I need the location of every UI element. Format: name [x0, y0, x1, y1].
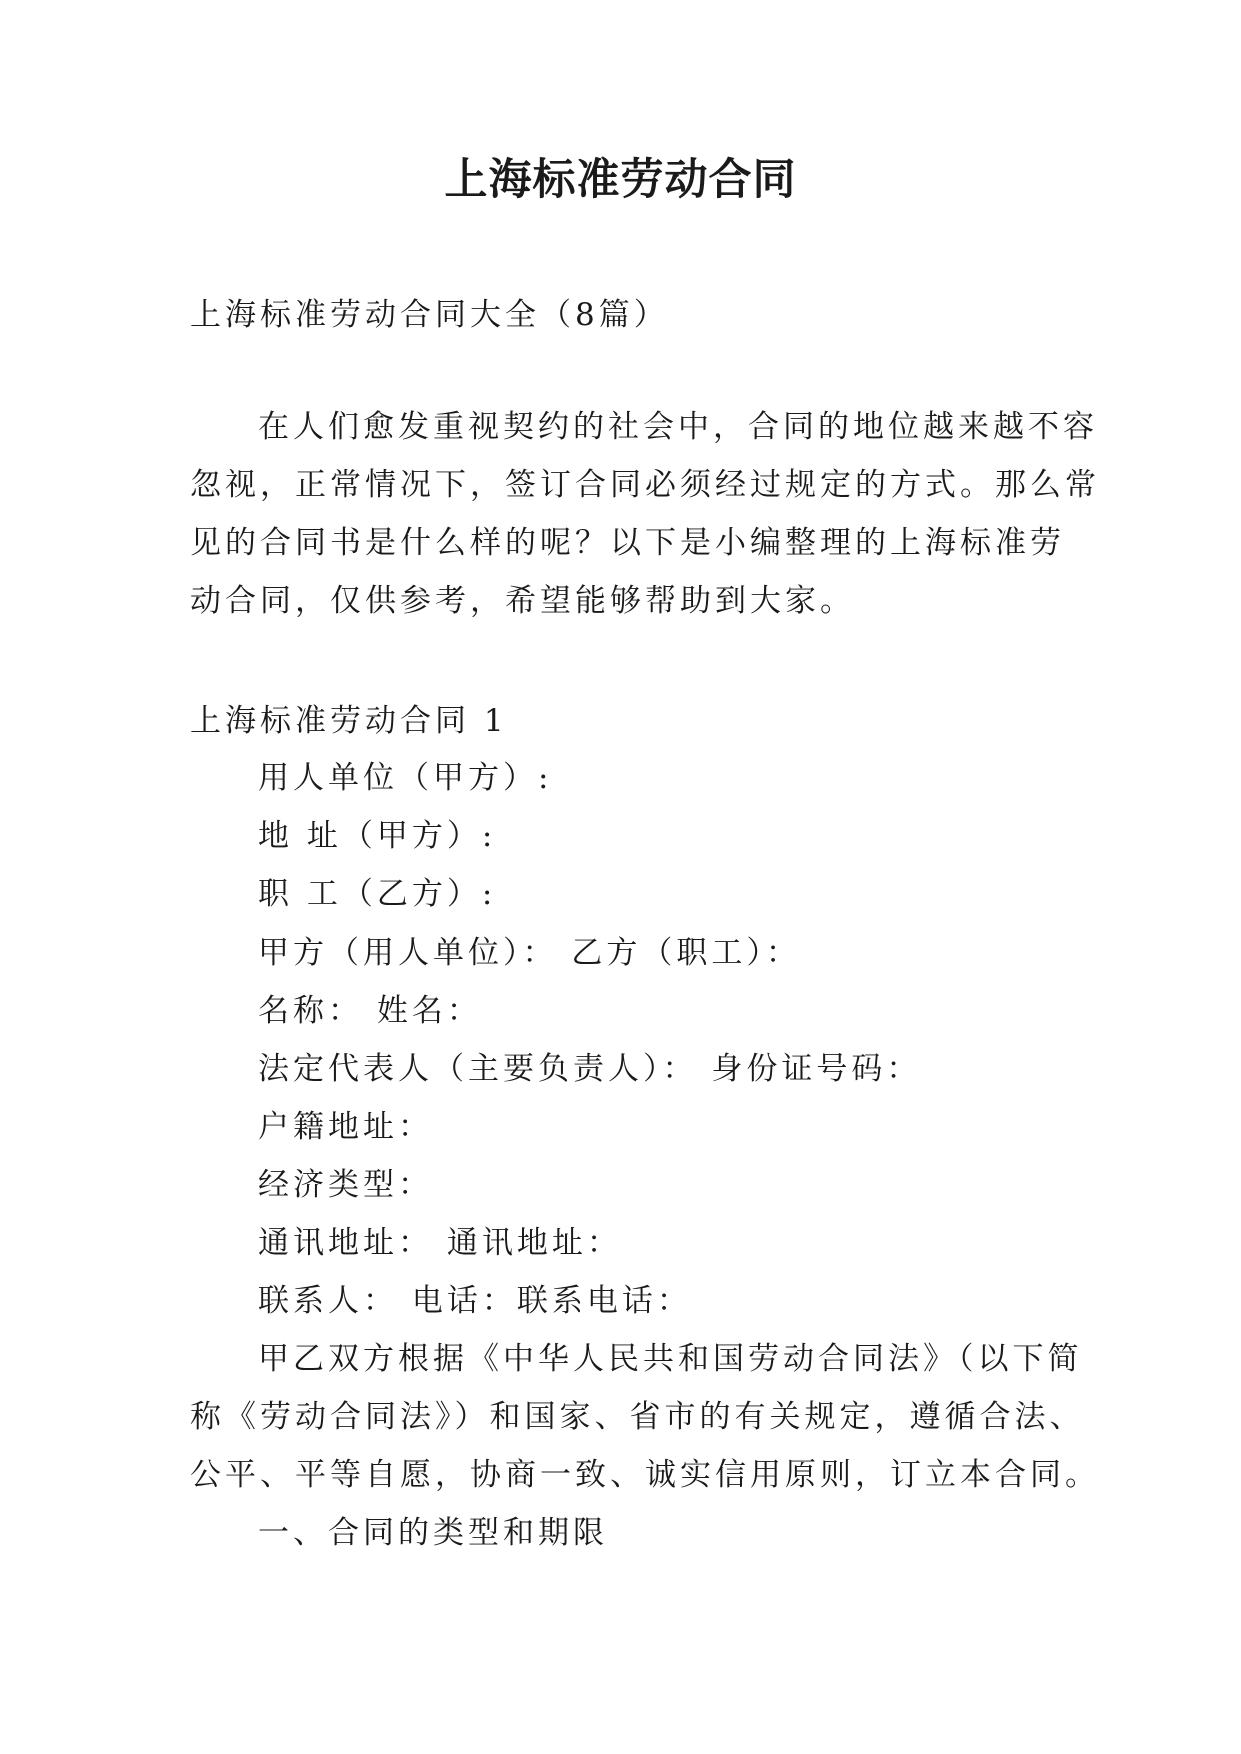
- field-line: 联系人： 电话：联系电话：: [258, 1283, 692, 1319]
- body-line: 公平、平等自愿，协商一致、诚实信用原则，订立本合同。: [190, 1457, 1100, 1493]
- intro-line: 忽视，正常情况下，签订合同必须经过规定的方式。那么常: [190, 467, 1100, 503]
- document-subtitle: 上海标准劳动合同大全（8篇）: [190, 297, 669, 333]
- field-line: 用人单位（甲方）:: [258, 760, 553, 796]
- intro-line: 在人们愈发重视契约的社会中，合同的地位越来越不容: [258, 409, 1098, 445]
- body-line: 称《劳动合同法》）和国家、省市的有关规定，遵循合法、: [190, 1399, 1085, 1435]
- clause-heading: 一、合同的类型和期限: [258, 1515, 608, 1551]
- intro-line: 见的合同书是什么样的呢？以下是小编整理的上海标准劳: [190, 525, 1065, 561]
- field-line: 甲方（用人单位）： 乙方（职工）：: [258, 935, 801, 971]
- field-line: 职 工（乙方）:: [258, 876, 497, 912]
- document-title: 上海标准劳动合同: [444, 155, 797, 205]
- field-line: 法定代表人（主要负责人）： 身份证号码：: [258, 1051, 922, 1087]
- section-heading: 上海标准劳动合同 1: [190, 703, 508, 739]
- field-line: 户籍地址：: [258, 1109, 433, 1145]
- field-line: 经济类型：: [258, 1167, 433, 1203]
- body-line: 甲乙双方根据《中华人民共和国劳动合同法》（以下简: [258, 1341, 1083, 1377]
- field-line: 通讯地址： 通讯地址：: [258, 1225, 622, 1261]
- field-line: 地 址（甲方）:: [258, 818, 497, 854]
- field-line: 名称： 姓名：: [258, 993, 482, 1029]
- intro-line: 动合同，仅供参考，希望能够帮助到大家。: [190, 583, 855, 619]
